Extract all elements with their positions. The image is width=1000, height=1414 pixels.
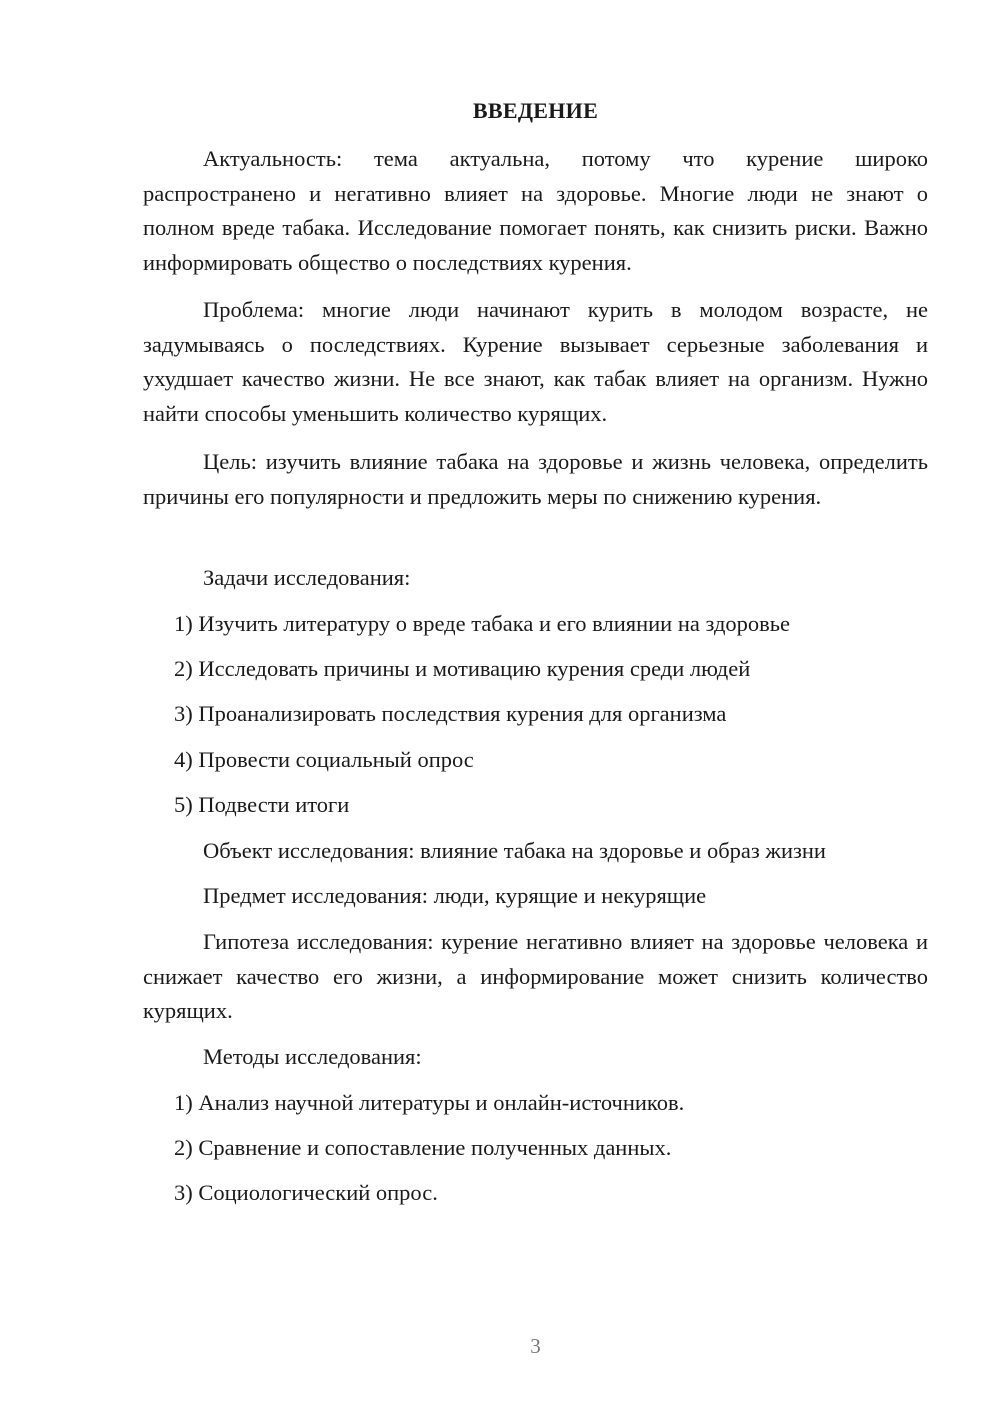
task-item: 1) Изучить литературу о вреде табака и его влиянии на здоровье [174, 611, 791, 636]
document-page [143, 0, 928, 1414]
method-item: 2) Сравнение и сопоставление полученных данных. [174, 1135, 672, 1160]
goal-paragraph: Цель: изучить влияние табака на здоровье и жизнь человека, определить причины его популярности и предложить меры по снижению курения. [143, 449, 928, 509]
page-number: 3 [530, 1334, 541, 1358]
task-item: 4) Провести социальный опрос [174, 747, 474, 772]
task-item: 3) Проанализировать последствия курения для организма [174, 701, 727, 726]
research-object: Объект исследования: влияние табака на здоровье и образ жизни [203, 838, 826, 863]
method-item: 3) Социологический опрос. [174, 1180, 438, 1205]
problem-paragraph: Проблема: многие люди начинают курить в молодом возрасте, не задумываясь о последствиях. Курение вызывает серьезные заболевания и ухудшает качество жизни. Не все знают, как табак влияет на организм. Нужно найти способы уменьшить количество курящих. [143, 297, 928, 427]
task-item: 5) Подвести итоги [174, 792, 350, 817]
relevance-paragraph: Актуальность: тема актуальна, потому что курение широко распространено и негативно влияет на здоровье. Многие люди не знают о полном вреде табака. Исследование помогает понять, как снизить риски. Важно информировать общество о последствиях курения. [143, 146, 928, 276]
hypothesis-paragraph: Гипотеза исследования: курение негативно влияет на здоровье человека и снижает качество его жизни, а информирование может снизить количество курящих. [143, 929, 928, 1024]
page-title: ВВЕДЕНИЕ [472, 98, 599, 123]
method-item: 1) Анализ научной литературы и онлайн-источников. [174, 1090, 685, 1115]
methods-title: Методы исследования: [203, 1044, 422, 1069]
tasks-title: Задачи исследования: [203, 565, 411, 590]
task-item: 2) Исследовать причины и мотивацию курения среди людей [174, 656, 751, 681]
research-subject: Предмет исследования: люди, курящие и некурящие [203, 883, 707, 908]
